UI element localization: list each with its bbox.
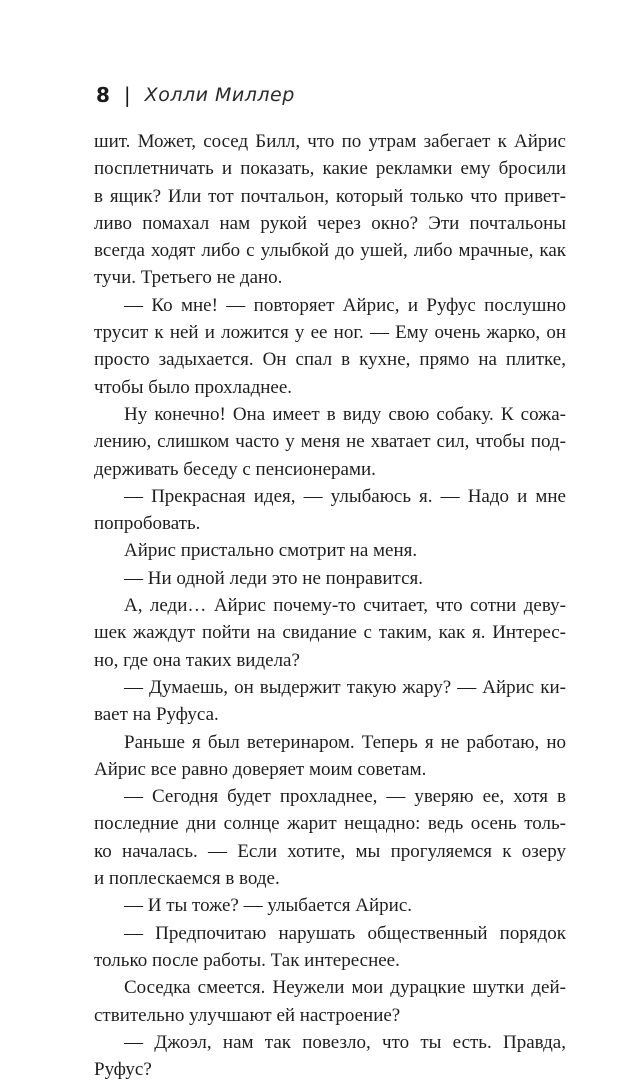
text-line: всегда ходят либо с улыбкой до ушей, либо мрачные, как <box>94 240 566 262</box>
text-line: ко началась. — Если хотите, мы прогуляемся к озеру <box>94 840 566 862</box>
text-line: попробовать. <box>94 513 201 535</box>
text-line: просто задыхается. Он спал в кухне, прямо на плитке, <box>94 349 566 371</box>
text-line: тучи. Третьего не дано. <box>94 267 283 289</box>
text-line: Айрис пристально смотрит на меня. <box>124 540 418 562</box>
text-line: — Предпочитаю нарушать общественный порядок <box>124 922 566 944</box>
text-line: чтобы было прохладнее. <box>94 376 293 398</box>
text-line: в ящик? Или тот почтальон, который только что привет- <box>94 185 566 207</box>
text-line: шек жаждут пойти на свидание с таким, как я. Интерес- <box>94 622 566 644</box>
text-line: Руфус? <box>94 1059 152 1081</box>
text-line: — Сегодня будет прохладнее, — уверяю ее, хотя в <box>124 786 566 808</box>
text-line: — Ко мне! — повторяет Айрис, и Руфус послушно <box>124 294 566 316</box>
text-line: и поплескаемся в воде. <box>94 868 280 890</box>
page-number: 8 <box>96 83 110 107</box>
text-line: — Ни одной леди это не понравится. <box>124 567 424 589</box>
text-line: ливо помахал нам рукой через окно? Эти почтальоны <box>94 212 566 234</box>
text-line: — И ты тоже? — улыбается Айрис. <box>124 895 413 917</box>
text-line: Соседка смеется. Неужели мои дурацкие шутки дей- <box>124 977 566 999</box>
text-line: — Прекрасная идея, — улыбаюсь я. — Надо и мне <box>124 485 566 507</box>
text-line: Айрис все равно доверяет моим советам. <box>94 758 427 780</box>
header-separator: | <box>123 83 131 107</box>
body-text <box>94 128 566 1083</box>
running-head <box>96 78 295 112</box>
text-line: только после работы. Так интереснее. <box>94 949 400 971</box>
text-line: посплетничать и показать, какие рекламки ему бросили <box>94 158 566 180</box>
text-line: держивать беседу с пенсионерами. <box>94 458 376 480</box>
text-line: но, где она таких видела? <box>94 649 300 671</box>
text-line: — Думаешь, он выдержит такую жару? — Айрис ки- <box>124 676 566 698</box>
text-line: ствительно улучшают ей настроение? <box>94 1004 401 1026</box>
text-line: трусит к ней и ложится у ее ног. — Ему очень жарко, он <box>94 322 566 344</box>
text-line: лению, слишком часто у меня не хватает сил, чтобы под- <box>94 431 566 453</box>
text-line: последние дни солнце жарит нещадно: ведь осень толь- <box>94 813 566 835</box>
text-line: Ну конечно! Она имеет в виду свою собаку. К сожа- <box>124 403 566 425</box>
text-line: Раньше я был ветеринаром. Теперь я не работаю, но <box>124 731 566 753</box>
text-line: — Джоэл, нам так повезло, что ты есть. Правда, <box>124 1031 566 1053</box>
text-line: А, леди… Айрис почему-то считает, что сотни деву- <box>124 595 566 617</box>
text-line: вает на Руфуса. <box>94 704 219 726</box>
text-line: шит. Может, сосед Билл, что по утрам забегает к Айрис <box>94 131 566 152</box>
author-name: Холли Миллер <box>144 84 295 106</box>
